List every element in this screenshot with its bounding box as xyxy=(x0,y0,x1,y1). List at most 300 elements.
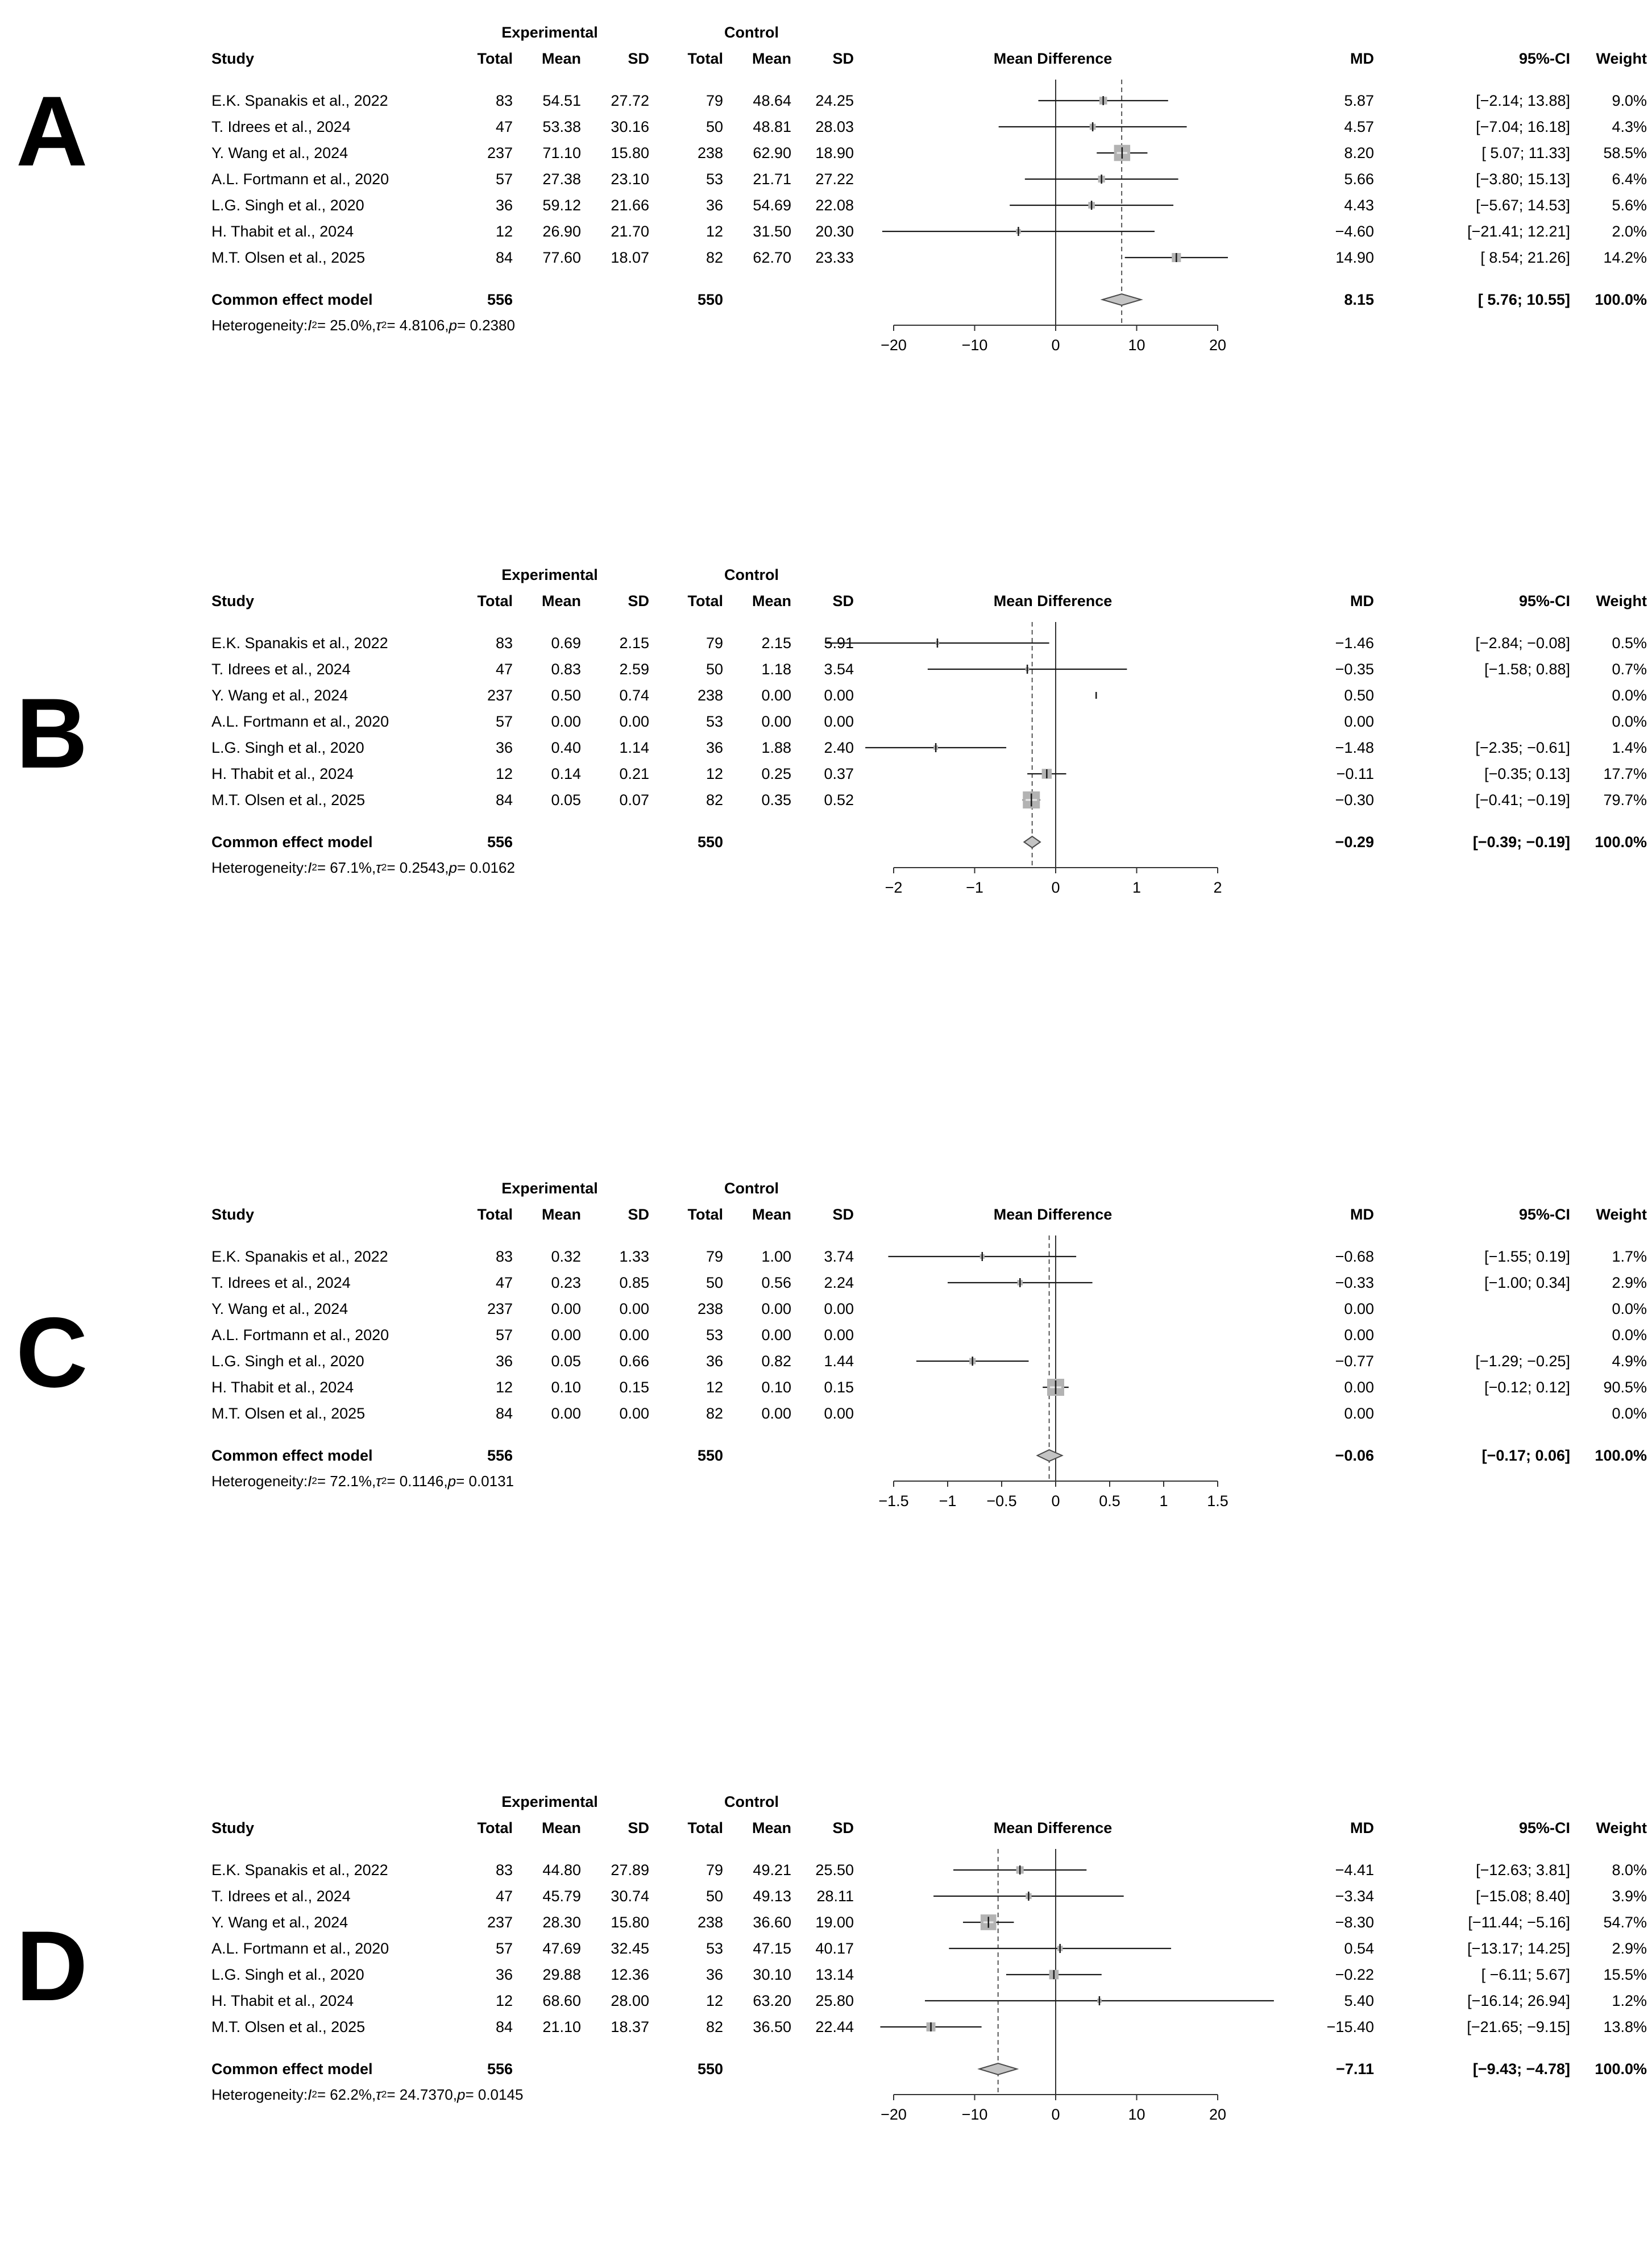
exp-sd: 0.21 xyxy=(619,765,649,782)
ctrl-total: 53 xyxy=(705,1326,723,1344)
exp-sd: 0.00 xyxy=(619,1300,649,1317)
md-value: −8.30 xyxy=(1335,1913,1374,1931)
ctrl-total: 82 xyxy=(705,2018,723,2035)
md-value: −0.68 xyxy=(1335,1247,1374,1265)
study-name: T. Idrees et al., 2024 xyxy=(211,118,351,135)
md-column-header: MD xyxy=(1350,592,1374,609)
ctrl-mean: 0.10 xyxy=(761,1378,791,1396)
heterogeneity-segment: I xyxy=(308,1472,312,1490)
ci-value: [−2.35; −0.61] xyxy=(1475,739,1570,756)
exp-mean-header: Mean xyxy=(541,592,581,609)
weight-value: 2.9% xyxy=(1612,1939,1647,1957)
study-name: E.K. Spanakis et al., 2022 xyxy=(211,1861,388,1879)
ci-value xyxy=(1374,1400,1570,1427)
exp-total: 84 xyxy=(495,1404,513,1422)
ctrl-mean: 0.35 xyxy=(761,791,791,808)
pooled-ctrl-total: 550 xyxy=(697,2060,723,2078)
ci-value xyxy=(1374,682,1570,708)
control-group-header: Control xyxy=(724,566,779,583)
exp-mean: 0.00 xyxy=(551,1404,581,1422)
pooled-ci-value: [ 5.76; 10.55] xyxy=(1477,291,1570,308)
exp-sd: 0.66 xyxy=(619,1352,649,1370)
x-axis-tick-label: −1 xyxy=(939,1492,957,1510)
md-value: 8.20 xyxy=(1344,144,1374,161)
ctrl-total: 36 xyxy=(705,1966,723,1983)
ctrl-mean: 0.00 xyxy=(761,1404,791,1422)
pooled-weight-value: 100.0% xyxy=(1595,291,1647,308)
exp-total-header: Total xyxy=(477,1819,513,1836)
study-name: T. Idrees et al., 2024 xyxy=(211,660,351,678)
weight-column-header: Weight xyxy=(1596,1819,1647,1836)
heterogeneity-segment: = 67.1%, xyxy=(317,859,376,876)
heterogeneity-segment: Heterogeneity: xyxy=(211,2085,308,2103)
exp-total: 57 xyxy=(495,712,513,730)
pooled-md-value: 8.15 xyxy=(1344,291,1374,308)
ctrl-mean: 0.00 xyxy=(761,712,791,730)
ctrl-sd: 13.14 xyxy=(815,1966,854,1983)
heterogeneity-segment: = 0.0162 xyxy=(457,859,515,876)
exp-total-header: Total xyxy=(477,592,513,609)
study-column-header: Study xyxy=(211,49,255,67)
panel-label: C xyxy=(16,1297,88,1408)
heterogeneity-segment: = 25.0%, xyxy=(317,316,376,334)
md-value: −0.11 xyxy=(1336,765,1374,782)
heterogeneity-segment: = 24.7370, xyxy=(387,2085,457,2103)
ctrl-mean: 1.00 xyxy=(761,1247,791,1265)
panel-label: A xyxy=(16,76,88,187)
pooled-model-name: Common effect model xyxy=(211,2060,373,2078)
mean-difference-header: Mean Difference xyxy=(993,592,1113,609)
heterogeneity-segment: τ xyxy=(376,1472,381,1490)
forest-plot-svg xyxy=(854,1841,1252,2143)
md-value: 0.54 xyxy=(1344,1939,1374,1957)
study-name: A.L. Fortmann et al., 2020 xyxy=(211,1326,389,1344)
exp-total: 237 xyxy=(487,1913,513,1931)
exp-mean: 0.14 xyxy=(551,765,581,782)
ctrl-mean: 49.13 xyxy=(753,1887,791,1905)
ci-value: [ 8.54; 21.26] xyxy=(1480,248,1570,266)
forest-plot-area xyxy=(854,1841,1252,2143)
pooled-exp-total: 556 xyxy=(487,833,513,851)
ctrl-mean: 62.90 xyxy=(753,144,791,161)
exp-total: 36 xyxy=(495,196,513,214)
weight-value: 1.2% xyxy=(1612,1992,1647,2009)
heterogeneity-segment: I xyxy=(308,2085,312,2103)
ci-value: [ 5.07; 11.33] xyxy=(1481,144,1570,161)
panel-label: D xyxy=(16,1911,88,2022)
heterogeneity-segment: τ xyxy=(376,859,381,876)
heterogeneity-segment: = 72.1%, xyxy=(317,1472,376,1490)
weight-value: 0.0% xyxy=(1612,712,1647,730)
exp-total: 237 xyxy=(487,686,513,704)
weight-value: 0.0% xyxy=(1612,1300,1647,1317)
control-group-header: Control xyxy=(724,1179,779,1197)
exp-mean: 0.10 xyxy=(551,1378,581,1396)
pooled-ci-value: [−0.39; −0.19] xyxy=(1472,833,1570,851)
ci-value: [−2.84; −0.08] xyxy=(1475,634,1570,652)
study-name: M.T. Olsen et al., 2025 xyxy=(211,2018,366,2035)
heterogeneity-text: Heterogeneity: I 2 = 67.1%, τ 2 = 0.2543, p = 0.0162 xyxy=(211,859,515,876)
exp-sd: 30.16 xyxy=(611,118,649,135)
exp-mean-header: Mean xyxy=(541,1205,581,1223)
x-axis-tick-label: −10 xyxy=(961,2106,988,2123)
ctrl-sd: 25.80 xyxy=(815,1992,854,2009)
heterogeneity-text: Heterogeneity: I 2 = 25.0%, τ 2 = 4.8106, p = 0.2380 xyxy=(211,316,515,334)
ctrl-sd: 0.00 xyxy=(824,712,854,730)
ctrl-total: 79 xyxy=(705,1861,723,1879)
md-value: 14.90 xyxy=(1335,248,1374,266)
exp-mean: 0.00 xyxy=(551,1326,581,1344)
md-value: 0.00 xyxy=(1344,1404,1374,1422)
weight-column-header: Weight xyxy=(1596,1205,1647,1223)
x-axis-tick-label: 1 xyxy=(1132,879,1142,896)
pooled-model-name: Common effect model xyxy=(211,291,373,308)
exp-total-header: Total xyxy=(477,1205,513,1223)
exp-mean: 0.05 xyxy=(551,791,581,808)
heterogeneity-segment: = 0.0131 xyxy=(456,1472,514,1490)
exp-total-header: Total xyxy=(477,49,513,67)
exp-sd: 21.70 xyxy=(611,222,649,240)
ci-column-header: 95%-CI xyxy=(1518,1205,1570,1223)
ctrl-mean: 0.00 xyxy=(761,686,791,704)
ctrl-mean-header: Mean xyxy=(752,1205,791,1223)
study-name: Y. Wang et al., 2024 xyxy=(211,1913,348,1931)
x-axis-tick-label: 1 xyxy=(1159,1492,1168,1510)
ci-value xyxy=(1374,1322,1570,1348)
experimental-group-header: Experimental xyxy=(501,566,598,583)
ctrl-sd: 0.52 xyxy=(824,791,854,808)
control-group-header: Control xyxy=(724,23,779,41)
ctrl-sd: 24.25 xyxy=(815,92,854,109)
ctrl-mean: 48.81 xyxy=(753,118,791,135)
md-value: −0.35 xyxy=(1335,660,1374,678)
mean-difference-header: Mean Difference xyxy=(993,49,1113,67)
ctrl-total: 36 xyxy=(705,1352,723,1370)
exp-sd: 0.15 xyxy=(619,1378,649,1396)
heterogeneity-text: Heterogeneity: I 2 = 72.1%, τ 2 = 0.1146, p = 0.0131 xyxy=(211,1472,514,1490)
exp-sd: 2.15 xyxy=(619,634,649,652)
md-value: 4.43 xyxy=(1344,196,1374,214)
x-axis-tick-label: 0 xyxy=(1051,879,1060,896)
md-value: −4.41 xyxy=(1335,1861,1374,1879)
weight-value: 0.0% xyxy=(1612,1326,1647,1344)
study-name: H. Thabit et al., 2024 xyxy=(211,1378,354,1396)
study-name: M.T. Olsen et al., 2025 xyxy=(211,1404,366,1422)
md-value: −4.60 xyxy=(1335,222,1374,240)
study-name: E.K. Spanakis et al., 2022 xyxy=(211,92,388,109)
weight-value: 15.5% xyxy=(1603,1966,1647,1983)
ctrl-total: 82 xyxy=(705,791,723,808)
ctrl-sd: 1.44 xyxy=(824,1352,854,1370)
ci-value: [ −6.11; 5.67] xyxy=(1481,1966,1570,1983)
forest-plot-panel xyxy=(0,1789,1652,2143)
exp-total: 237 xyxy=(487,144,513,161)
ctrl-mean: 63.20 xyxy=(753,1992,791,2009)
ctrl-mean: 54.69 xyxy=(753,196,791,214)
ctrl-total: 53 xyxy=(705,712,723,730)
forest-plot-svg xyxy=(854,614,1252,917)
ctrl-sd-header: SD xyxy=(832,1819,854,1836)
md-column-header: MD xyxy=(1350,1205,1374,1223)
exp-sd: 15.80 xyxy=(611,144,649,161)
ci-value: [−15.08; 8.40] xyxy=(1476,1887,1570,1905)
heterogeneity-segment: p xyxy=(449,859,457,876)
heterogeneity-segment: = 0.0145 xyxy=(465,2085,524,2103)
exp-mean: 59.12 xyxy=(542,196,581,214)
ctrl-sd: 28.11 xyxy=(816,1887,854,1905)
exp-total: 83 xyxy=(495,634,513,652)
forest-table xyxy=(211,1175,1652,1530)
exp-mean: 47.69 xyxy=(542,1939,581,1957)
exp-sd: 12.36 xyxy=(611,1966,649,1983)
study-name: M.T. Olsen et al., 2025 xyxy=(211,248,366,266)
ci-value: [−1.58; 0.88] xyxy=(1484,660,1570,678)
ctrl-sd: 0.00 xyxy=(824,1404,854,1422)
x-axis-tick-label: −2 xyxy=(885,879,903,896)
ctrl-mean: 0.00 xyxy=(761,1300,791,1317)
pooled-weight-value: 100.0% xyxy=(1595,1446,1647,1464)
exp-mean: 0.32 xyxy=(551,1247,581,1265)
ctrl-sd: 2.24 xyxy=(824,1274,854,1291)
heterogeneity-segment: τ xyxy=(376,2085,381,2103)
ctrl-mean: 36.50 xyxy=(753,2018,791,2035)
exp-mean: 0.23 xyxy=(551,1274,581,1291)
pooled-effect-diamond xyxy=(1037,1450,1062,1461)
ctrl-total: 79 xyxy=(705,1247,723,1265)
study-name: L.G. Singh et al., 2020 xyxy=(211,1352,364,1370)
forest-table xyxy=(211,562,1652,917)
ci-column-header: 95%-CI xyxy=(1518,592,1570,609)
weight-value: 14.2% xyxy=(1603,248,1647,266)
ctrl-sd: 0.00 xyxy=(824,1326,854,1344)
forest-plot-area xyxy=(854,614,1252,917)
exp-mean: 45.79 xyxy=(542,1887,581,1905)
x-axis-tick-label: 0 xyxy=(1051,337,1060,354)
heterogeneity-segment: p xyxy=(457,2085,466,2103)
pooled-ctrl-total: 550 xyxy=(697,833,723,851)
ctrl-total: 238 xyxy=(697,686,723,704)
ctrl-total: 36 xyxy=(705,739,723,756)
ci-value: [−11.44; −5.16] xyxy=(1468,1913,1570,1931)
panel-body xyxy=(211,1175,1652,1530)
weight-value: 0.5% xyxy=(1612,634,1647,652)
ci-value: [−5.67; 14.53] xyxy=(1476,196,1570,214)
pooled-exp-total: 556 xyxy=(487,291,513,308)
exp-mean: 21.10 xyxy=(542,2018,581,2035)
exp-sd: 0.85 xyxy=(619,1274,649,1291)
exp-sd: 1.33 xyxy=(619,1247,649,1265)
exp-sd: 23.10 xyxy=(611,170,649,188)
exp-mean: 26.90 xyxy=(542,222,581,240)
weight-value: 2.0% xyxy=(1612,222,1647,240)
exp-sd: 15.80 xyxy=(611,1913,649,1931)
heterogeneity-segment: Heterogeneity: xyxy=(211,1472,308,1490)
exp-total: 83 xyxy=(495,1247,513,1265)
heterogeneity-segment: p xyxy=(447,1472,456,1490)
study-name: Y. Wang et al., 2024 xyxy=(211,1300,348,1317)
ctrl-mean: 47.15 xyxy=(753,1939,791,1957)
md-column-header: MD xyxy=(1350,49,1374,67)
ctrl-mean: 48.64 xyxy=(753,92,791,109)
forest-plot-area xyxy=(854,1228,1252,1530)
md-value: 0.00 xyxy=(1344,1326,1374,1344)
ctrl-sd-header: SD xyxy=(832,1205,854,1223)
exp-total: 12 xyxy=(495,1378,513,1396)
exp-total: 47 xyxy=(495,1274,513,1291)
ctrl-total-header: Total xyxy=(687,49,723,67)
md-value: −0.22 xyxy=(1335,1966,1374,1983)
md-value: −1.48 xyxy=(1335,739,1374,756)
exp-sd: 0.00 xyxy=(619,1326,649,1344)
x-axis-tick-label: 10 xyxy=(1128,337,1145,354)
weight-value: 79.7% xyxy=(1603,791,1647,808)
study-name: L.G. Singh et al., 2020 xyxy=(211,196,364,214)
md-value: 0.50 xyxy=(1344,686,1374,704)
weight-value: 0.0% xyxy=(1612,686,1647,704)
heterogeneity-segment: = 0.1146, xyxy=(387,1472,448,1490)
exp-total: 12 xyxy=(495,222,513,240)
exp-total: 47 xyxy=(495,118,513,135)
ctrl-total: 79 xyxy=(705,634,723,652)
x-axis-tick-label: −1.5 xyxy=(878,1492,909,1510)
exp-sd-header: SD xyxy=(628,49,649,67)
weight-value: 0.7% xyxy=(1612,660,1647,678)
experimental-group-header: Experimental xyxy=(501,1179,598,1197)
exp-sd: 27.89 xyxy=(611,1861,649,1879)
exp-mean: 77.60 xyxy=(542,248,581,266)
ci-value: [−0.41; −0.19] xyxy=(1475,791,1570,808)
weight-value: 8.0% xyxy=(1612,1861,1647,1879)
exp-mean: 0.69 xyxy=(551,634,581,652)
study-column-header: Study xyxy=(211,1819,255,1836)
heterogeneity-segment: I xyxy=(308,316,312,334)
exp-mean: 53.38 xyxy=(542,118,581,135)
pooled-effect-diamond xyxy=(1024,836,1040,848)
panel-body xyxy=(211,562,1652,917)
ci-value: [−21.65; −9.15] xyxy=(1467,2018,1570,2035)
weight-value: 58.5% xyxy=(1603,144,1647,161)
heterogeneity-segment: = 0.2380 xyxy=(457,316,515,334)
ctrl-sd: 23.33 xyxy=(815,248,854,266)
forest-plot-svg xyxy=(854,1228,1252,1530)
forest-plot-svg xyxy=(854,72,1252,374)
exp-sd: 30.74 xyxy=(611,1887,649,1905)
study-name: H. Thabit et al., 2024 xyxy=(211,222,354,240)
study-name: Y. Wang et al., 2024 xyxy=(211,686,348,704)
x-axis-tick-label: 0.5 xyxy=(1099,1492,1120,1510)
pooled-ci-value: [−0.17; 0.06] xyxy=(1481,1446,1570,1464)
pooled-effect-diamond xyxy=(1102,294,1141,305)
exp-mean: 44.80 xyxy=(542,1861,581,1879)
exp-mean: 27.38 xyxy=(542,170,581,188)
pooled-md-value: −7.11 xyxy=(1336,2060,1374,2078)
ci-value: [−1.55; 0.19] xyxy=(1484,1247,1570,1265)
ctrl-mean-header: Mean xyxy=(752,1819,791,1836)
md-value: −15.40 xyxy=(1326,2018,1374,2035)
weight-value: 5.6% xyxy=(1612,196,1647,214)
ctrl-sd: 20.30 xyxy=(815,222,854,240)
ctrl-sd: 22.44 xyxy=(815,2018,854,2035)
exp-total: 57 xyxy=(495,1939,513,1957)
ci-column-header: 95%-CI xyxy=(1518,49,1570,67)
pooled-md-value: −0.06 xyxy=(1335,1446,1374,1464)
weight-value: 9.0% xyxy=(1612,92,1647,109)
ctrl-total-header: Total xyxy=(687,592,723,609)
md-value: 0.00 xyxy=(1344,1300,1374,1317)
ctrl-mean-header: Mean xyxy=(752,592,791,609)
x-axis-tick-label: 20 xyxy=(1209,2106,1227,2123)
exp-total: 83 xyxy=(495,1861,513,1879)
x-axis-tick-label: −20 xyxy=(881,337,907,354)
exp-sd: 27.72 xyxy=(611,92,649,109)
x-axis-tick-label: 1.5 xyxy=(1207,1492,1228,1510)
ctrl-mean-header: Mean xyxy=(752,49,791,67)
study-column-header: Study xyxy=(211,1205,255,1223)
heterogeneity-segment: Heterogeneity: xyxy=(211,316,308,334)
forest-plot-panel xyxy=(0,19,1652,374)
ctrl-mean: 0.82 xyxy=(761,1352,791,1370)
forest-plot-area xyxy=(854,72,1252,374)
exp-total: 237 xyxy=(487,1300,513,1317)
ctrl-mean: 31.50 xyxy=(753,222,791,240)
ctrl-total-header: Total xyxy=(687,1205,723,1223)
weight-value: 54.7% xyxy=(1603,1913,1647,1931)
ctrl-sd: 5.91 xyxy=(824,634,854,652)
exp-sd: 18.07 xyxy=(611,248,649,266)
ctrl-sd: 40.17 xyxy=(815,1939,854,1957)
exp-total: 47 xyxy=(495,1887,513,1905)
weight-value: 2.9% xyxy=(1612,1274,1647,1291)
exp-sd: 0.07 xyxy=(619,791,649,808)
weight-value: 3.9% xyxy=(1612,1887,1647,1905)
ctrl-sd: 0.15 xyxy=(824,1378,854,1396)
pooled-ctrl-total: 550 xyxy=(697,291,723,308)
md-value: 5.87 xyxy=(1344,92,1374,109)
exp-mean: 54.51 xyxy=(542,92,581,109)
weight-value: 17.7% xyxy=(1603,765,1647,782)
exp-mean: 0.00 xyxy=(551,712,581,730)
exp-sd: 0.74 xyxy=(619,686,649,704)
x-axis-tick-label: 2 xyxy=(1213,879,1222,896)
weight-value: 4.9% xyxy=(1612,1352,1647,1370)
exp-total: 47 xyxy=(495,660,513,678)
exp-total: 84 xyxy=(495,2018,513,2035)
ctrl-sd: 25.50 xyxy=(815,1861,854,1879)
exp-sd: 28.00 xyxy=(611,1992,649,2009)
study-name: A.L. Fortmann et al., 2020 xyxy=(211,170,389,188)
heterogeneity-text: Heterogeneity: I 2 = 62.2%, τ 2 = 24.7370, p = 0.0145 xyxy=(211,2085,524,2103)
ctrl-sd-header: SD xyxy=(832,49,854,67)
md-value: −1.46 xyxy=(1335,634,1374,652)
study-name: L.G. Singh et al., 2020 xyxy=(211,1966,364,1983)
exp-mean: 68.60 xyxy=(542,1992,581,2009)
exp-total: 36 xyxy=(495,1352,513,1370)
ci-value: [−3.80; 15.13] xyxy=(1476,170,1570,188)
exp-mean-header: Mean xyxy=(541,49,581,67)
exp-sd: 32.45 xyxy=(611,1939,649,1957)
ctrl-total-header: Total xyxy=(687,1819,723,1836)
exp-mean: 0.50 xyxy=(551,686,581,704)
ctrl-total: 53 xyxy=(705,170,723,188)
forest-plot-panel xyxy=(0,562,1652,917)
md-column-header: MD xyxy=(1350,1819,1374,1836)
ctrl-total: 238 xyxy=(697,144,723,161)
x-axis-tick-label: −1 xyxy=(966,879,983,896)
ctrl-sd: 0.00 xyxy=(824,1300,854,1317)
md-value: −0.33 xyxy=(1335,1274,1374,1291)
ci-value: [−2.14; 13.88] xyxy=(1476,92,1570,109)
ci-value: [−0.35; 0.13] xyxy=(1484,765,1570,782)
